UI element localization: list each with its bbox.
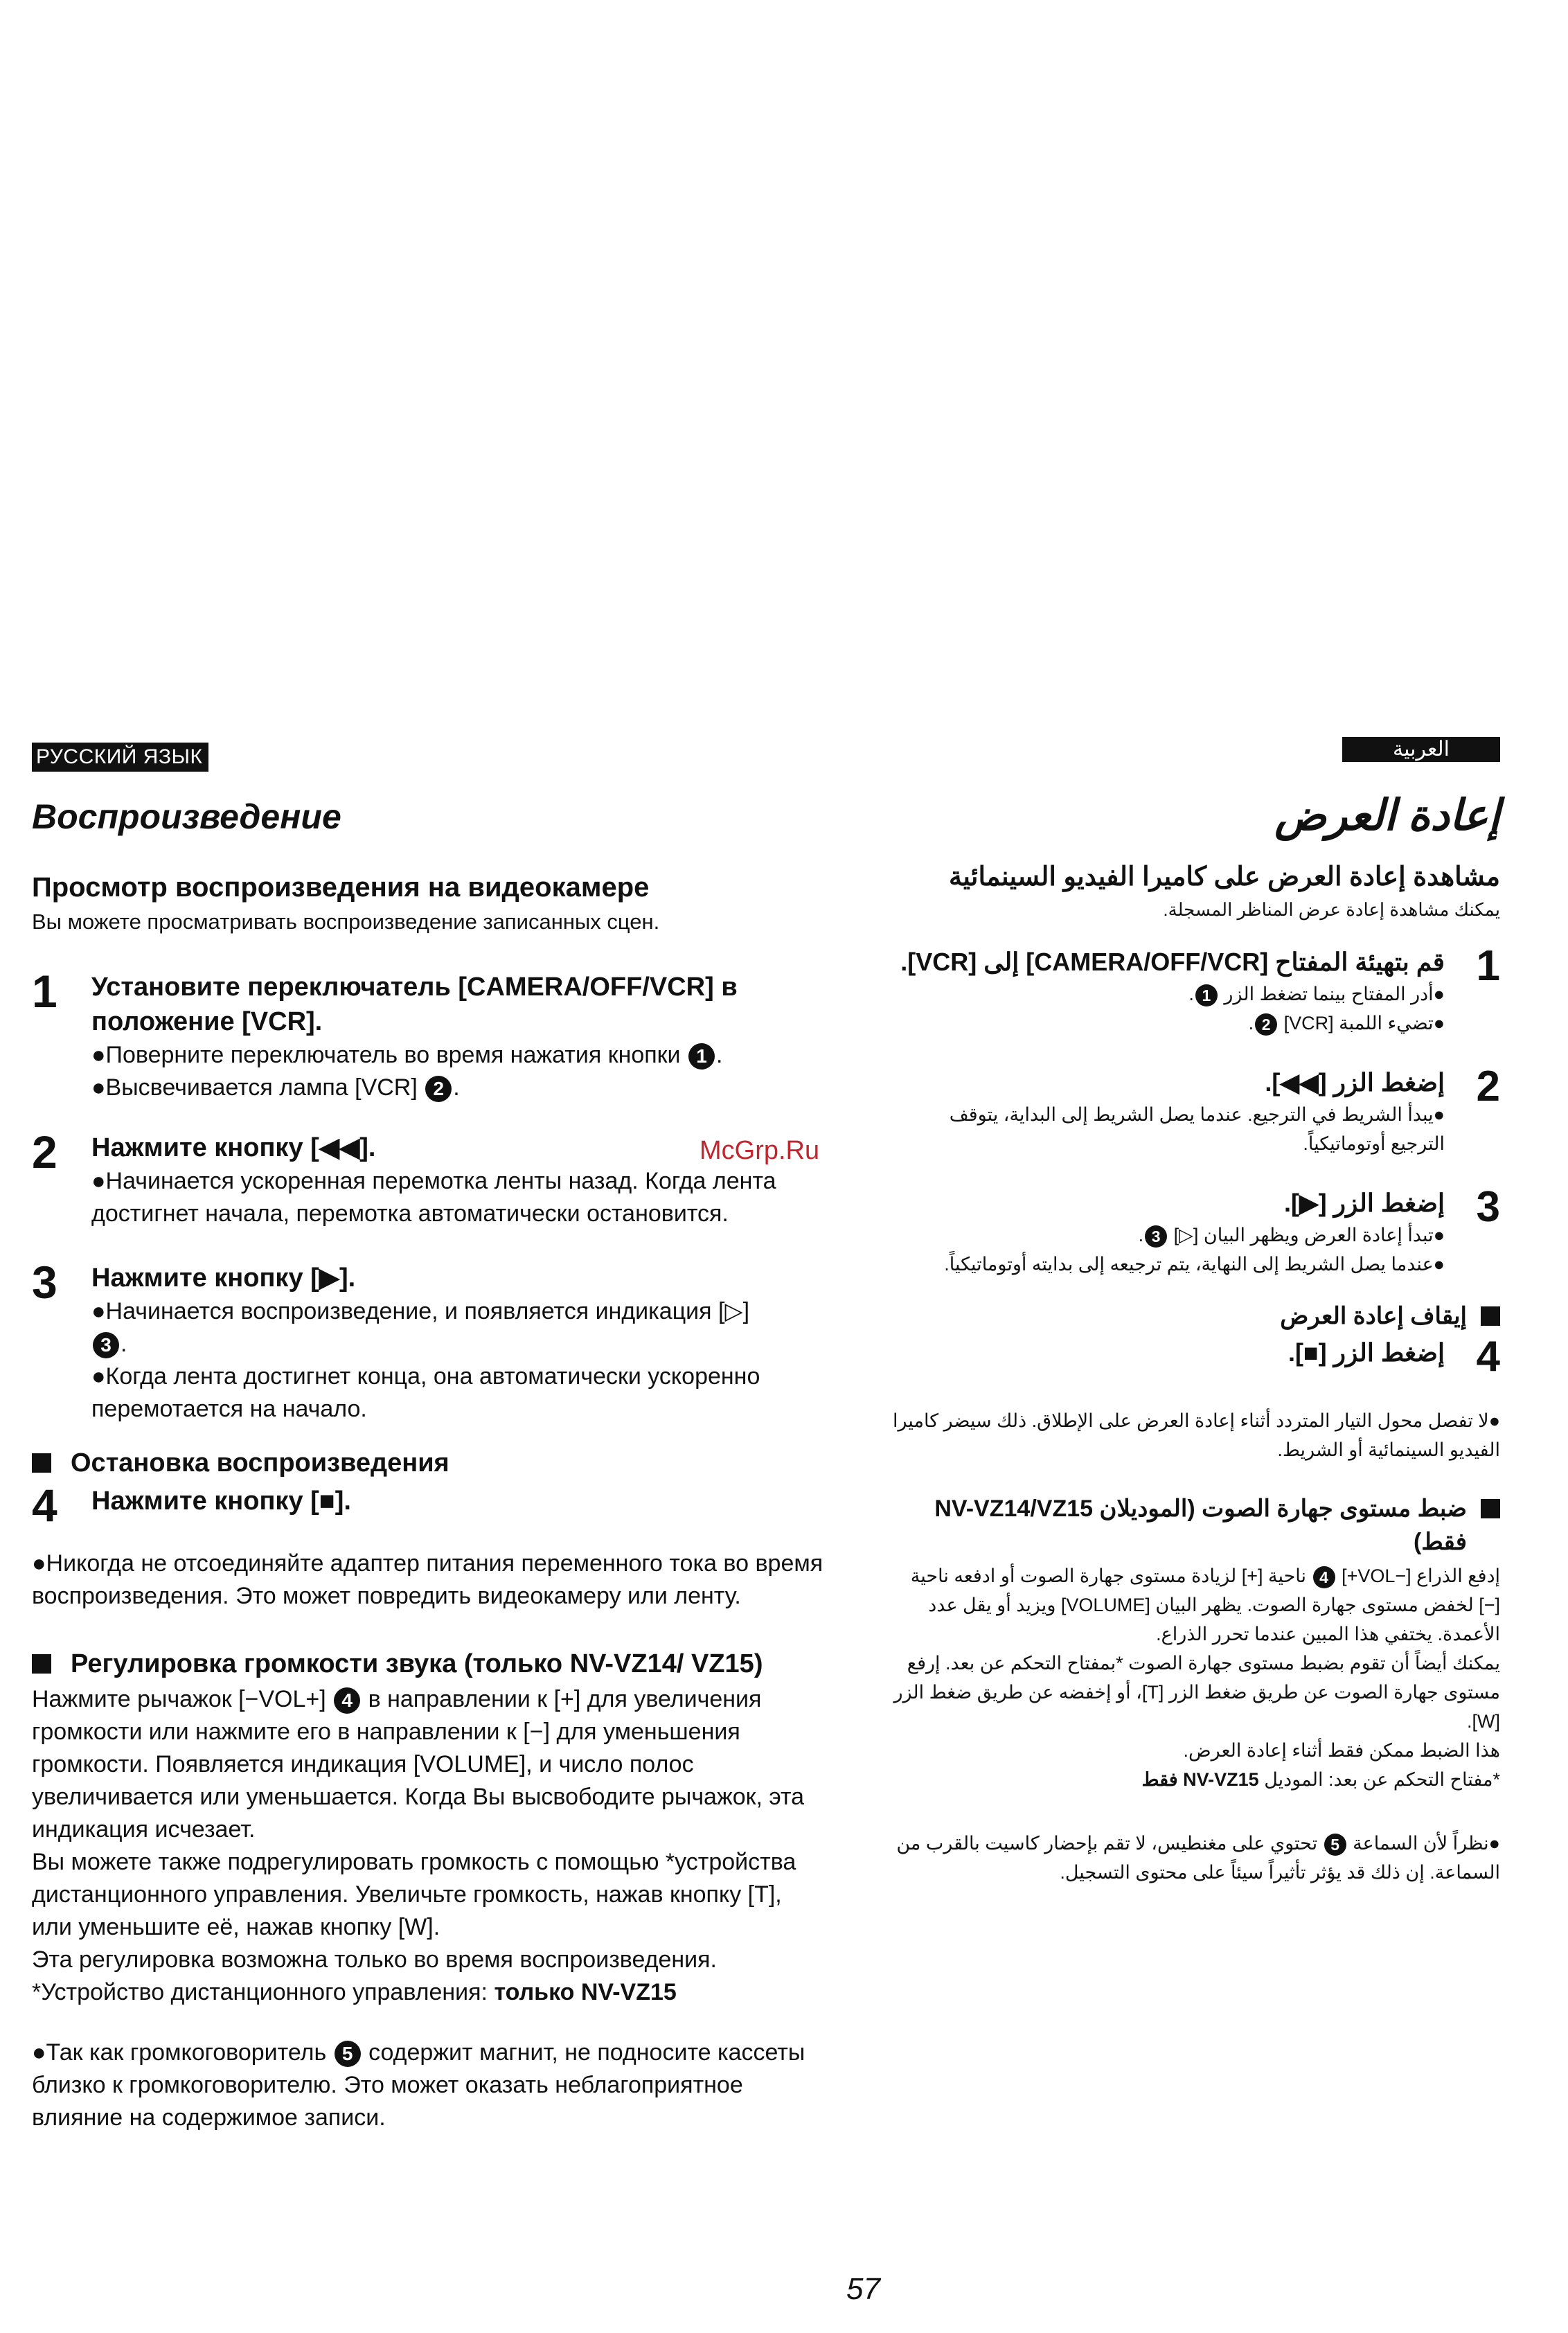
callout-5-icon: 5	[335, 2041, 361, 2067]
note-power-adapter: ●Никогда не отсоединяйте адаптер питания переменного тока во время воспроизведения. Это может повредить видеокамеру или ленту.	[32, 1550, 823, 1609]
callout-2-icon: 2	[425, 1076, 452, 1102]
note-speaker-magnet: ●Так как громкоговоритель 5 содержит магнит, не подносите кассеты близко к громкоговорителю. Это может оказать неблагоприятное влияние на содержимое записи.	[32, 2039, 805, 2131]
step-1	[32, 966, 835, 1104]
bullet-item: ●Начинается ускоренная перемотка ленты назад. Когда лента достигнет начала, перемотка автоматически остановится.	[91, 1168, 776, 1227]
step-4	[32, 1480, 835, 1531]
step-heading: Установите переключатель [CAMERA/OFF/VCR] в положение [VCR].	[91, 973, 738, 1036]
callout-5-icon: 5	[1324, 1834, 1346, 1856]
bullet-item: ●Начинается воспроизведение, и появляется индикация [▷] 3 .	[91, 1295, 784, 1360]
step-heading: إضغط الزر [▶].	[1284, 1189, 1445, 1217]
bullet-item: ●تضيء اللمبة [VCR] 2.	[891, 1009, 1445, 1038]
step-number: 3	[1476, 1183, 1500, 1231]
square-bullet-icon	[1481, 1306, 1500, 1326]
language-badge-arabic: العربية	[1342, 737, 1500, 762]
volume-paragraph-1: Нажмите рычажок [−VOL+] 4 в направлении к [+] для увеличения громкости или нажмите его в направлении к [−] для уменьшения громкости. Появляется индикация [VOLUME], и число полос увеличивается или уменьшается. Когда Вы высвободите рычажок, эта индикация исчезает.	[32, 1686, 805, 1843]
step-heading: قم بتهيئة المفتاح [CAMERA/OFF/VCR] إلى [VCR].	[900, 948, 1445, 976]
stop-section-heading: Остановка воспроизведения	[32, 1446, 835, 1480]
stop-section-heading: إيقاف إعادة العرض	[891, 1299, 1500, 1333]
step-number: 4	[1476, 1333, 1500, 1381]
note-power-adapter: ●لا تفصل محول التيار المتردد أثناء إعادة العرض على الإطلاق. ذلك سيضر كاميرا الفيديو السينمائية أو الشريط.	[893, 1410, 1500, 1460]
arabic-column	[891, 859, 1500, 1887]
volume-paragraph-1: إدفع الذراع [−VOL+] 4 ناحية [+] لزيادة مستوى جهارة الصوت أو ادفعه ناحية [−] لخفض مستوى جهارة الصوت. يظهر البيان [VOLUME] ويزيد أو يقل عدد الأعمدة. يختفي هذا المبين عندما تحرر الذراع.	[910, 1565, 1500, 1644]
step-number: 1	[1476, 942, 1500, 990]
volume-paragraph-2: Вы можете также подрегулировать громкость с помощью *устройства дистанционного управления. Увеличьте громкость, нажав кнопку [T], или уменьшите её, нажав кнопку [W].	[32, 1849, 796, 1940]
volume-paragraph-3: هذا الضبط ممكن فقط أثناء إعادة العرض.	[1183, 1740, 1500, 1761]
step-1	[891, 942, 1500, 1038]
step-number: 2	[1476, 1063, 1500, 1110]
section-heading: Просмотр воспроизведения на видеокамере	[32, 872, 650, 903]
step-number: 3	[32, 1257, 57, 1308]
note-speaker-magnet: ●نظراً لأن السماعة 5 تحتوي على مغنطيس، لا تقم بإحضار كاسيت بالقرب من السماعة. إن ذلك قد يؤثر تأثيراً سيئاً على محتوى التسجيل.	[896, 1833, 1500, 1883]
bullet-item: ●عندما يصل الشريط إلى النهاية، يتم ترجيعه إلى بدايته أوتوماتيكياً.	[944, 1254, 1445, 1275]
square-bullet-icon	[1481, 1499, 1500, 1518]
page-number: 57	[846, 2272, 880, 2306]
step-heading: إضغط الزر [■].	[1288, 1338, 1445, 1367]
callout-3-icon: 3	[93, 1332, 119, 1358]
volume-section-heading: ضبط مستوى جهارة الصوت (الموديلان NV-VZ14/VZ15 فقط)	[891, 1492, 1500, 1559]
page-title-russian: Воспроизведение	[32, 797, 341, 836]
callout-1-icon: 1	[1195, 984, 1218, 1006]
step-heading: Нажмите кнопку [■].	[91, 1487, 351, 1516]
step-4	[891, 1333, 1500, 1381]
callout-1-icon: 1	[688, 1043, 715, 1070]
step-3	[891, 1183, 1500, 1279]
step-3	[32, 1257, 835, 1426]
volume-paragraph-2: يمكنك أيضاً أن تقوم بضبط مستوى جهارة الصوت *بمفتاح التحكم عن بعد. إرفع مستوى جهارة الصوت عن طريق ضغط الزر [T]، أو إخفضه عن طريق ضغط الزر [W].	[893, 1653, 1500, 1732]
bullet-item: ●Высвечивается лампа [VCR] 2 .	[91, 1072, 835, 1104]
volume-section-heading: Регулировка громкости звука (только NV-VZ14/ VZ15)	[32, 1647, 835, 1680]
page-title-arabic: إعادة العرض	[1274, 792, 1500, 840]
intro-text: يمكنك مشاهدة إعادة عرض المناظر المسجلة.	[1163, 899, 1500, 920]
language-badge-russian: РУССКИЙ ЯЗЫК	[32, 743, 208, 772]
step-2	[891, 1065, 1500, 1158]
step-number: 4	[32, 1480, 57, 1531]
callout-4-icon: 4	[334, 1687, 360, 1714]
section-heading: مشاهدة إعادة العرض على كاميرا الفيديو السينمائية	[949, 862, 1500, 891]
step-number: 1	[32, 966, 57, 1017]
step-number: 2	[32, 1126, 57, 1178]
bullet-item: ●تبدأ إعادة العرض ويظهر البيان [▷] 3.	[891, 1221, 1445, 1250]
watermark: McGrp.Ru	[700, 1136, 820, 1165]
bullet-item: ●يبدأ الشريط في الترجيع. عندما يصل الشريط إلى البداية، يتوقف الترجيع أوتوماتيكياً.	[949, 1104, 1445, 1154]
callout-3-icon: 3	[1145, 1225, 1167, 1248]
square-bullet-icon	[32, 1654, 51, 1674]
square-bullet-icon	[32, 1453, 51, 1473]
step-heading: إضغط الزر [◀◀].	[1265, 1068, 1445, 1097]
russian-column	[32, 869, 835, 2134]
step-heading: Нажмите кнопку [▶].	[91, 1263, 356, 1293]
volume-footnote: *مفتاح التحكم عن بعد: الموديل NV-VZ15 فقط	[1141, 1769, 1500, 1790]
bullet-item: ●Поверните переключатель во время нажатия кнопки 1 .	[91, 1039, 835, 1072]
volume-footnote: *Устройство дистанционного управления: только NV-VZ15	[32, 1979, 677, 2005]
intro-text: Вы можете просматривать воспроизведение записанных сцен.	[32, 910, 660, 934]
bullet-item: ●Когда лента достигнет конца, она автоматически ускоренно перемотается на начало.	[91, 1363, 760, 1422]
callout-4-icon: 4	[1313, 1566, 1335, 1588]
volume-paragraph-3: Эта регулировка возможна только во время воспроизведения.	[32, 1946, 718, 1973]
step-heading: Нажмите кнопку [◀◀].	[91, 1133, 376, 1162]
bullet-item: ●أدر المفتاح بينما تضغط الزر 1.	[891, 979, 1445, 1009]
callout-2-icon: 2	[1255, 1013, 1277, 1036]
